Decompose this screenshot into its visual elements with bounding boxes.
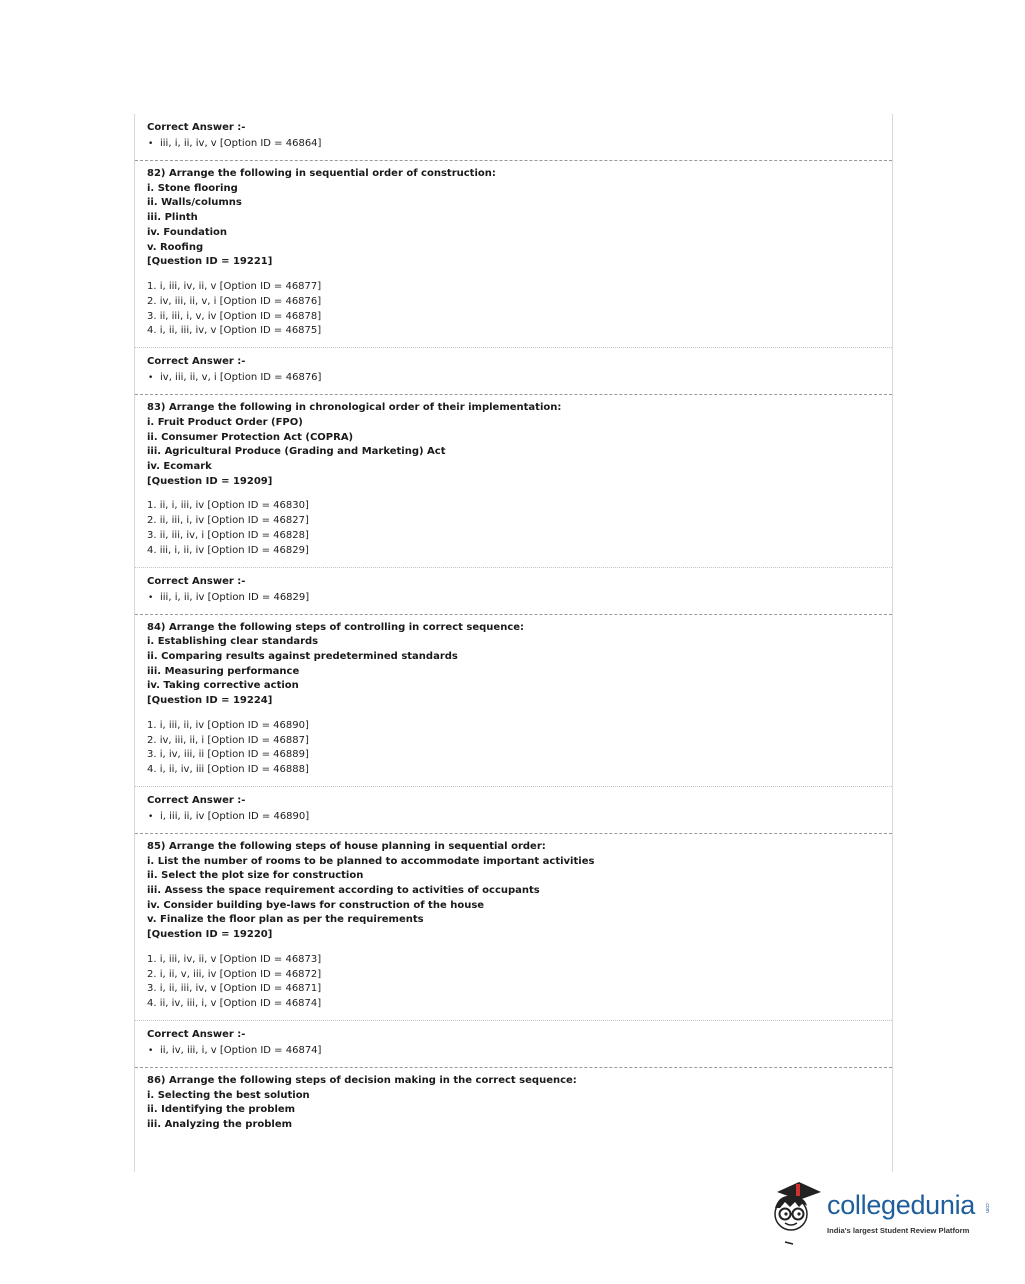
question-block	[135, 161, 892, 348]
statement-item: i. Stone flooring	[147, 182, 238, 194]
bullet-icon: •	[148, 1046, 154, 1057]
statement-item: iv. Consider building bye-laws for construction of the house	[147, 899, 485, 911]
correct-answer-block	[135, 568, 892, 615]
statement-item: ii. Consumer Protection Act (COPRA)	[147, 431, 354, 443]
mascot-icon	[765, 1176, 825, 1246]
statement-item: iii. Measuring performance	[147, 665, 300, 677]
correct-answer-heading: Correct Answer :-	[147, 122, 246, 133]
statement-item: i. List the number of rooms to be planned to accommodate important activities	[147, 855, 595, 867]
question-text: 83) Arrange the following in chronological order of their implementation:	[147, 402, 562, 414]
question-id: [Question ID = 19221]	[147, 256, 273, 268]
correct-answer-block	[135, 114, 892, 161]
correct-answer-block	[135, 787, 892, 834]
question-id: [Question ID = 19209]	[147, 475, 273, 487]
option-item: 1. ii, i, iii, iv [Option ID = 46830]	[147, 500, 309, 512]
statement-item: iii. Analyzing the problem	[147, 1119, 293, 1131]
question-block	[135, 1068, 892, 1141]
collegedunia-logo[interactable]	[765, 1176, 995, 1248]
answer-text: ii, iv, iii, i, v [Option ID = 46874]	[160, 1045, 322, 1057]
question-block	[135, 615, 892, 787]
correct-answer-heading: Correct Answer :-	[147, 356, 246, 368]
statement-item: iv. Taking corrective action	[147, 680, 299, 692]
statement-item: ii. Identifying the problem	[147, 1104, 296, 1116]
option-item: 2. iv, iii, ii, v, i [Option ID = 46876]	[147, 295, 322, 307]
statement-item: v. Roofing	[147, 241, 204, 253]
option-item: 2. iv, iii, ii, i [Option ID = 46887]	[147, 734, 309, 746]
options-list	[147, 953, 880, 1012]
option-item: 1. i, iii, ii, iv [Option ID = 46890]	[147, 719, 309, 731]
answer-text: iii, i, ii, iv [Option ID = 46829]	[160, 591, 310, 603]
option-item: 4. i, ii, iv, iii [Option ID = 46888]	[147, 764, 309, 776]
bullet-icon: •	[148, 373, 154, 384]
question-block	[135, 395, 892, 567]
logo-wordmark: collegedunia	[827, 1190, 976, 1220]
option-item: 4. iii, i, ii, iv [Option ID = 46829]	[147, 544, 309, 556]
option-item: 2. i, ii, v, iii, iv [Option ID = 46872]	[147, 968, 322, 980]
logo-domain-suffix: .com	[984, 1202, 990, 1213]
option-item: 2. ii, iii, i, iv [Option ID = 46827]	[147, 515, 309, 527]
correct-answer-value	[147, 809, 880, 825]
statement-item: v. Finalize the floor plan as per the requirements	[147, 914, 424, 926]
bullet-icon: •	[148, 811, 154, 822]
correct-answer-heading: Correct Answer :-	[147, 575, 246, 587]
answer-text: iv, iii, ii, v, i [Option ID = 46876]	[160, 372, 322, 384]
logo-tagline: India's largest Student Review Platform	[827, 1226, 970, 1235]
statement-item: iii. Plinth	[147, 212, 198, 224]
bullet-icon: •	[148, 592, 154, 603]
correct-answer-heading: Correct Answer :-	[147, 794, 246, 806]
options-list	[147, 280, 880, 339]
statement-item: i. Selecting the best solution	[147, 1089, 310, 1101]
option-item: 4. i, ii, iii, iv, v [Option ID = 46875]	[147, 325, 322, 337]
answer-text: i, iii, ii, iv [Option ID = 46890]	[160, 810, 310, 822]
correct-answer-value	[147, 370, 880, 386]
correct-answer-block	[135, 348, 892, 395]
question-id: [Question ID = 19220]	[147, 929, 273, 941]
option-item: 1. i, iii, iv, ii, v [Option ID = 46877]	[147, 280, 322, 292]
correct-answer-value	[147, 590, 880, 606]
statement-item: i. Establishing clear standards	[147, 636, 319, 648]
question-text: 84) Arrange the following steps of controlling in correct sequence:	[147, 621, 525, 633]
statement-item: ii. Select the plot size for construction	[147, 870, 364, 882]
answer-text: iii, i, ii, iv, v [Option ID = 46864]	[160, 138, 322, 149]
statement-item: iii. Assess the space requirement according to activities of occupants	[147, 885, 540, 897]
statement-item: ii. Comparing results against predetermined standards	[147, 650, 458, 662]
question-text: 82) Arrange the following in sequential order of construction:	[147, 168, 496, 179]
statement-item: iv. Ecomark	[147, 460, 212, 472]
question-text: 85) Arrange the following steps of house planning in sequential order:	[147, 840, 546, 852]
statement-item: iii. Agricultural Produce (Grading and Marketing) Act	[147, 446, 446, 458]
options-list	[147, 499, 880, 558]
option-item: 4. ii, iv, iii, i, v [Option ID = 46874]	[147, 998, 322, 1010]
option-item: 3. ii, iii, i, v, iv [Option ID = 46878]	[147, 310, 322, 322]
question-block	[135, 834, 892, 1021]
statement-item: iv. Foundation	[147, 226, 228, 238]
question-id: [Question ID = 19224]	[147, 695, 273, 707]
statement-item: ii. Walls/columns	[147, 197, 242, 209]
question-paper-page	[134, 114, 893, 1172]
option-item: 3. ii, iii, iv, i [Option ID = 46828]	[147, 529, 309, 541]
correct-answer-block	[135, 1021, 892, 1068]
correct-answer-value	[147, 136, 880, 152]
statement-item: i. Fruit Product Order (FPO)	[147, 416, 303, 428]
correct-answer-heading: Correct Answer :-	[147, 1029, 246, 1041]
option-item: 3. i, iv, iii, ii [Option ID = 46889]	[147, 749, 309, 761]
option-item: 3. i, ii, iii, iv, v [Option ID = 46871]	[147, 983, 322, 995]
option-item: 1. i, iii, iv, ii, v [Option ID = 46873]	[147, 953, 322, 965]
bullet-icon: •	[148, 139, 154, 149]
question-text: 86) Arrange the following steps of decision making in the correct sequence:	[147, 1075, 577, 1087]
options-list	[147, 719, 880, 778]
correct-answer-value	[147, 1043, 880, 1059]
